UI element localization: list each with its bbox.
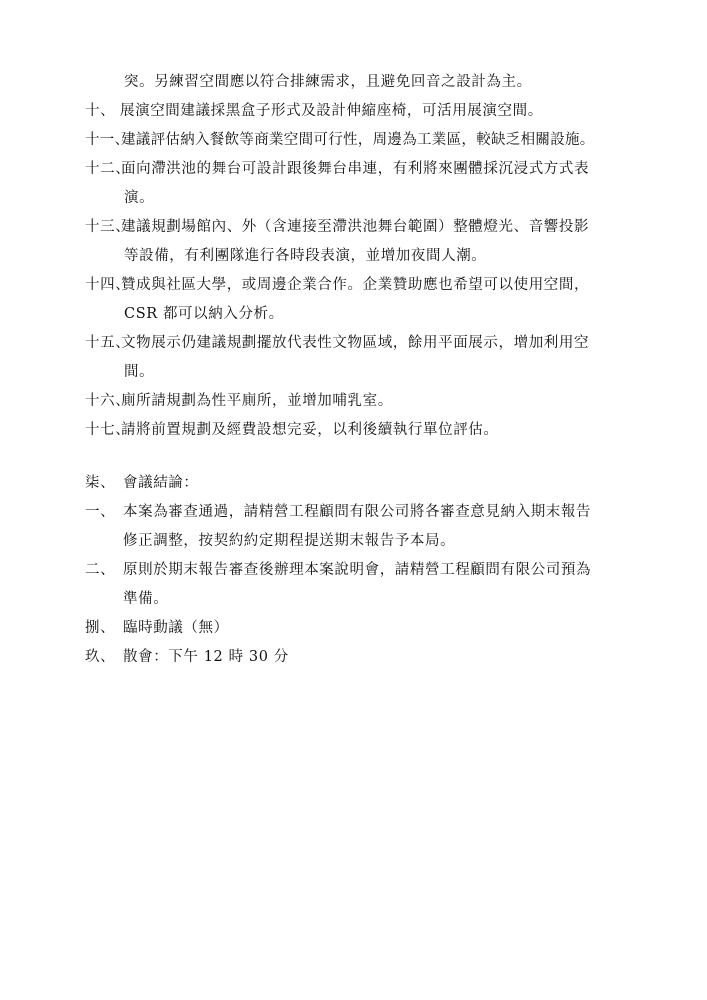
list-item-15-cont: 間。 [124,364,155,380]
section-7-heading: 柒、 會議結論： [85,475,199,491]
continuation-line: 突。另練習空間應以符合排練需求，且避免回音之設計為主。 [124,74,532,90]
list-item-11: 十一、建議評估納入餐飲等商業空間可行性，周邊為工業區，較缺乏相關設施。 [85,132,595,148]
list-item-13: 十三、建議規劃場館內、外（含連接至滯洪池舞台範圍）整體燈光、音響投影 [85,219,590,235]
list-item-12-cont: 演。 [124,190,155,206]
conclusion-item-1: 一、 本案為審查通過，請精營工程顧問有限公司將各審查意見納入期末報告 [85,504,592,520]
section-9-heading: 玖、 散會：下午 12 時 30 分 [85,649,289,665]
conclusion-item-2-cont: 準備。 [123,591,169,607]
section-8-heading: 捌、 臨時動議（無） [85,620,229,636]
list-item-14: 十四、贊成與社區大學，或周邊企業合作。企業贊助應也希望可以使用空間， [85,277,590,293]
list-item-14-cont: CSR 都可以納入分析。 [124,306,284,322]
conclusion-item-2: 二、 原則於期末報告審查後辦理本案說明會，請精營工程顧問有限公司預為 [85,562,592,578]
list-item-12: 十二、面向滯洪池的舞台可設計跟後舞台串連，有利將來團體採沉浸式方式表 [85,161,590,177]
conclusion-item-1-cont: 修正調整，按契約約定期程提送期末報告予本局。 [123,533,456,549]
list-item-10: 十、 展演空間建議採黑盒子形式及設計伸縮座椅，可活用展演空間。 [85,103,543,119]
list-item-16: 十六、廁所請規劃為性平廁所，並增加哺乳室。 [85,393,393,409]
list-item-13-cont: 等設備，有利團隊進行各時段表演，並增加夜間人潮。 [124,248,487,264]
list-item-17: 十七、請將前置規劃及經費設想完妥，以利後續執行單位評估。 [85,422,499,438]
list-item-15: 十五、文物展示仍建議規劃擺放代表性文物區域，餘用平面展示，增加利用空 [85,335,590,351]
